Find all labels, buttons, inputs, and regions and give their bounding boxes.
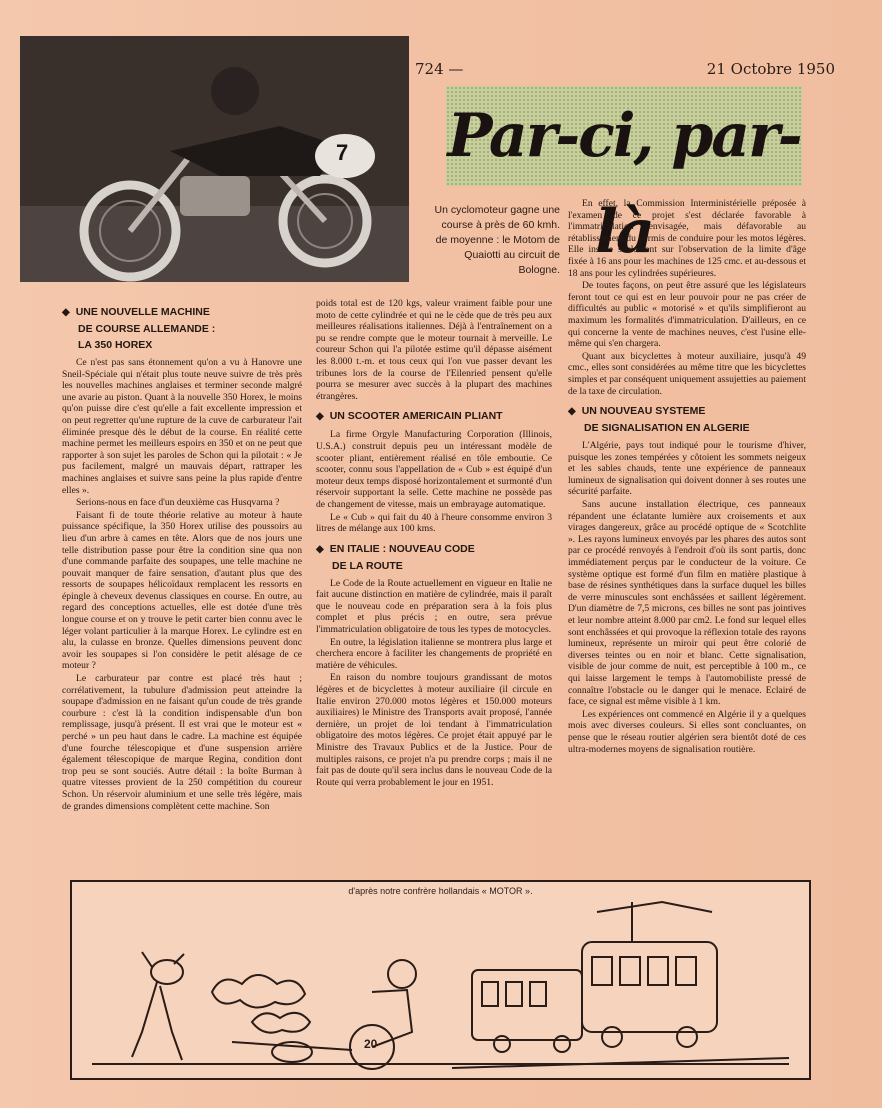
- column-2: [316, 298, 552, 870]
- paragraph: Le Code de la Route actuellement en vigueur en Italie ne fait aucune distinction en matière de cylindrée, mais il paraît que le nouveau code en préparation sera à la fois plus complet et plus précis ; en outre, sera prévue l'immatriculation obligatoire de tous les types de motocycles.: [316, 577, 552, 636]
- diamond-bullet-icon: ◆: [316, 543, 324, 555]
- column-3: [568, 198, 806, 870]
- paragraph: Les expériences ont commencé en Algérie il y a quelques mois avec diverses couleurs. Si elles sont concluantes, on pense que le réseau routier algérien sera bientôt doté de ces ultra-modernes moyens de signalisation routière.: [568, 708, 806, 755]
- motorcycle-racer-illustration: [20, 36, 409, 282]
- issue-date: 21 Octobre 1950: [706, 60, 835, 78]
- diamond-bullet-icon: ◆: [316, 411, 324, 423]
- paragraph: La firme Orgyle Manufacturing Corporation (Illinois, U.S.A.) construit depuis peu un intéressant modèle de scooter pliant, entièrement réalisé en tôle emboutie. Ce scooter, connu sous l'appellation de « Cub » est équipé d'un moteur deux temps disposé horizontalement et surmonté d'un réservoir supportant la selle. Cette machine ne possède pas de changement de vitesse, mais un embrayage automatique.: [316, 429, 552, 510]
- paragraph: Le carburateur par contre est placé très haut ; corrélativement, la tubulure d'admission peut atteindre la soupape d'admission en ne faisant qu'un coude de très grande courbure : c'est là la condition indispensable d'un bon remplissage, jusqu'à présent. Il est vrai que le moteur est « perché » un peu haut dans le cadre. La machine est équipée d'une fourche télescopique et d'une suspension arrière également télescopique de marque Regina, condition dont trop peu se sont souciés. Autre détail : la boîte Burman à quatre vitesses provient de la 250 compétition du coureur Schon. Un réservoir aluminium et une selle très légère, mais de grandes dimensions complètent cette machine. Son: [62, 673, 302, 812]
- cartoon-drawing: [72, 882, 809, 1078]
- cartoon-credit: d'après notre confrère hollandais « MOTOR ».: [348, 886, 533, 896]
- paragraph: En raison du nombre toujours grandissant de motos légères et de bicyclettes à moteur auxiliaire (il circule en Italie environ 270.000 motos légères et 150.000 moteurs auxiliaires) le Ministre des Transports avait proposé, l'année dernière, un projet de loi tendant à l'immatriculation obligatoire des motos légères. Ce projet était appuyé par le Ministre des Travaux Publics et de la Justice. Pour de multiples raisons, ce projet n'a pu prendre corps ; mais il ne fait pas de doute qu'il sera inclus dans le nouveau Code de la Route qui verra probablement le jour en 1951.: [316, 672, 552, 788]
- article-heading-horex: ◆ UNE NOUVELLE MACHINE DE COURSE ALLEMANDE : LA 350 HOREX: [62, 306, 216, 351]
- paragraph: poids total est de 120 kgs, valeur vraiment faible pour une moto de cette cylindrée et qui ne le cède que de très peu aux meilleures réalisations italiennes. Déjà à l'entraînement on a pu se rendre compte que le moteur tournait à merveille. Le coureur Schon qui l'a pilotée estime qu'il dépasse aisément les 8.000 t.-m. et tous ceux qui l'on vue passer devant les tribunes lors de la course de l'Eilenried pensent qu'elle pourra se mesurer avec succès à la plupart des machines étrangères.: [316, 298, 552, 402]
- paragraph: Faisant fi de toute théorie relative au moteur à haute puissance spécifique, la 350 Horex utilise des poussoirs au lieu d'un arbre à cames en tête. Alors que de nos jours une telle distribution passe pour être la condition sine qua non d'une commande parfaite des soupapes, une telle machine ne pouvait manquer de faire sensation, d'autant plus que des ressorts de soupapes hélicoïdaux remplacent les ressorts en épingle à cheveux devenus classiques en course. En outre, au regard des conceptions actuelles, elle est dotée d'une très longue course et on y trouve le petit carter bien connu avec le léger volant particulier à la marque Horex. Le cylindre est en alu, la culasse en bronze. Quelles dimensions peuvent donc avoir les soupapes si l'on considère le petit alésage de ce moteur ?: [62, 509, 302, 672]
- cartoon-race-number: 20: [364, 1037, 378, 1051]
- article-heading-italie: ◆ EN ITALIE : NOUVEAU CODE DE LA ROUTE: [316, 542, 475, 572]
- section-title: Par-ci, par-là: [447, 101, 801, 267]
- article-heading-scooter: ◆ UN SCOOTER AMERICAIN PLIANT: [316, 410, 503, 423]
- cartoon-panel: [70, 880, 811, 1080]
- diamond-bullet-icon: ◆: [568, 406, 576, 418]
- paragraph: Sans aucune installation électrique, ces panneaux répandent une éclatante lumière aux croisements et aux virages dangereux, grâce au procédé optique de « Scotchlite ». Les rayons lumineux envoyés par les phares des autos sont par ce procédé renvoyés à l'endroit d'où ils sont partis, donc immédiatement perçus par le conducteur de la voiture. Ce système optique est formé d'un film en matière plastique à base de résines synthétiques dans la surface duquel les billes de verre minuscules sont enchâssées et saillent légèrement. D'un diamètre de 7,5 microns, ces billes ne sont pas jointives et leur nombre atteint 8.000 par cm2. Le fond sur lequel elles sont enchâssées et qui provoque la réflexion totale des rayons lumineux, représente un miroir qui peut être colorié de diverses teintes ou en noir et blanc. Cette signalisation, visible de jour comme de nuit, est perceptible à 100 m., ce qui laisse largement le temps à l'automobiliste pressé de connaître l'obstacle ou le danger qui le menace. Eclairé de face, ce signal est même visible à 1 km.: [568, 499, 806, 708]
- racing-photo: [20, 36, 409, 282]
- photo-caption: Un cyclomoteur gagne une course à près de 60 kmh. de moyenne : le Motom de Quaiotti au circuit de Bologne.: [434, 204, 560, 276]
- paragraph: Serions-nous en face d'un deuxième cas Husqvarna ?: [76, 497, 280, 509]
- paragraph: Ce n'est pas sans étonnement qu'on a vu à Hanovre une Sneil-Spéciale qui n'était plus toute neuve suivre de très près les nouvelles machines anglaises et terminer seconde malgré une avarie au piston. Quant à la nouvelle 350 Horex, le moins qu'on puisse dire c'est qu'elle a fait excellente impression et on peut regretter qu'une rupture de la cuve de carburateur l'ait éliminée presque dès le début de la course. En réalité cette machine permet les meilleurs espoirs en 350 et on ne peut que rapporter à son sujet les paroles de Schon qui la pilotait : « Je pus facilement, malgré un mauvais départ, rattraper les machines anglaises et suivre sans peine la plus rapide d'entre elles ».: [62, 357, 302, 496]
- diamond-bullet-icon: ◆: [62, 307, 70, 318]
- paragraph: En outre, la législation italienne se montrera plus large et cherchera encore à faciliter les changements de propriété en matière de véhicules.: [316, 636, 552, 671]
- column-1: [62, 298, 302, 870]
- paragraph: Quant aux bicyclettes à moteur auxiliaire, jusqu'à 49 cmc., elles sont considérées au même titre que les bicyclettes simples et par conséquent uniquement assujetties au paiement de la taxe de circulation.: [568, 350, 806, 397]
- race-number-plate: 7: [336, 140, 349, 165]
- page-number: 724 —: [415, 60, 464, 78]
- paragraph: En effet, la Commission Interministérielle préposée à l'examen de ce projet s'est déclarée favorable à l'immatriculation envisagée, mais défavorable au rétablissement du permis de conduire pour les motos légères. Elle insiste seulement sur l'observation de la limite d'âge fixée à 16 ans pour les machines de 125 cmc. et au-dessous et 18 ans pour les cylindrées supérieures.: [568, 198, 806, 279]
- paragraph: De toutes façons, on peut être assuré que les législateurs feront tout ce qui est en leur pouvoir pour ne pas créer de difficultés au public « motorisé » et qu'ils simplifieront au maximum les formalités d'immatriculation. D'ailleurs, en ce qui concerne la vente de machines neuves, c'est l'usine elle-même qui s'en chargera.: [568, 280, 806, 350]
- paragraph: L'Algérie, pays tout indiqué pour le tourisme d'hiver, puisque les zones tempérées y côtoient les sommets neigeux et les sables chauds, tente une expérience de panneaux lumineux de signalisation qui doivent donner à ses routes une sécurité parfaite.: [568, 440, 806, 498]
- paragraph: Le « Cub » qui fait du 40 à l'heure consomme environ 3 litres de mélange aux 100 kms.: [316, 511, 552, 535]
- article-heading-algerie: ◆ UN NOUVEAU SYSTEME DE SIGNALISATION EN ALGERIE: [568, 405, 750, 435]
